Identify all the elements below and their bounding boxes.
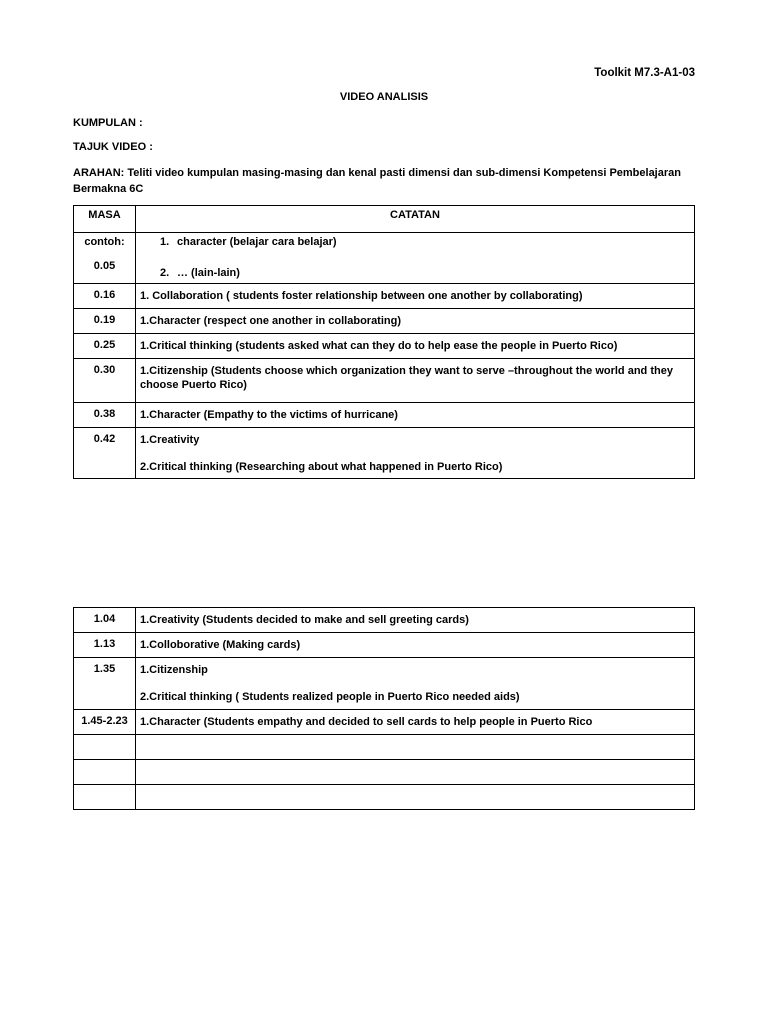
document-code: Toolkit M7.3-A1-03 bbox=[594, 67, 695, 79]
note-text: 2.Critical thinking (Researching about what happened in Puerto Rico) bbox=[140, 461, 503, 473]
notes-cell bbox=[136, 658, 695, 710]
example-item: 1. character (belajar cara belajar) bbox=[160, 236, 337, 248]
note-text: 1.Creativity bbox=[140, 434, 200, 446]
note-text: 1.Character (Empathy to the victims of hurricane) bbox=[140, 409, 398, 421]
notes-cell bbox=[136, 633, 695, 658]
table-row bbox=[74, 785, 695, 810]
table-row bbox=[74, 710, 695, 735]
notes-cell bbox=[136, 309, 695, 334]
notes-cell bbox=[136, 359, 695, 403]
notes-cell bbox=[136, 785, 695, 810]
example-notes-cell bbox=[136, 233, 695, 284]
time-cell: 1.35 bbox=[74, 658, 136, 710]
example-time-cell bbox=[74, 233, 136, 284]
table-row bbox=[74, 403, 695, 428]
analysis-table-2 bbox=[73, 607, 695, 810]
table-row bbox=[74, 633, 695, 658]
notes-cell bbox=[136, 608, 695, 633]
time-cell: 0.42 bbox=[74, 428, 136, 479]
table-row bbox=[74, 428, 695, 479]
time-cell bbox=[74, 760, 136, 785]
table-row bbox=[74, 760, 695, 785]
notes-cell bbox=[136, 735, 695, 760]
time-cell: 0.19 bbox=[74, 309, 136, 334]
video-title-label: TAJUK VIDEO : bbox=[73, 141, 153, 153]
note-text: 1. Collaboration ( students foster relationship between one another by collaborating) bbox=[140, 290, 583, 302]
table-row bbox=[74, 284, 695, 309]
note-text: 1.Character (Students empathy and decided to sell cards to help people in Puerto Rico bbox=[140, 716, 593, 728]
example-item: 2. … (lain-lain) bbox=[160, 267, 240, 279]
time-cell: 0.30 bbox=[74, 359, 136, 403]
note-text: 1.Creativity (Students decided to make and sell greeting cards) bbox=[140, 614, 469, 626]
time-cell: 1.04 bbox=[74, 608, 136, 633]
note-text: 1.Citizenship bbox=[140, 664, 208, 676]
table-row bbox=[74, 735, 695, 760]
example-time: 0.05 bbox=[93, 260, 116, 272]
analysis-table-1 bbox=[73, 205, 695, 479]
instruction-text: ARAHAN: Teliti video kumpulan masing-masing dan kenal pasti dimensi dan sub-dimensi Kompetensi Pembelajaran Bermakna 6C bbox=[73, 167, 681, 195]
table-header-row bbox=[74, 206, 695, 233]
table-row bbox=[74, 309, 695, 334]
document-title: VIDEO ANALISIS bbox=[339, 91, 429, 103]
table-row bbox=[74, 334, 695, 359]
time-cell: 0.16 bbox=[74, 284, 136, 309]
time-cell: 0.25 bbox=[74, 334, 136, 359]
time-cell: 1.45-2.23 bbox=[74, 710, 136, 735]
notes-cell bbox=[136, 284, 695, 309]
time-cell: 0.38 bbox=[74, 403, 136, 428]
time-cell bbox=[74, 785, 136, 810]
notes-cell bbox=[136, 710, 695, 735]
notes-cell bbox=[136, 428, 695, 479]
notes-cell bbox=[136, 334, 695, 359]
note-text: 1.Colloborative (Making cards) bbox=[140, 639, 301, 651]
example-label: contoh: bbox=[84, 236, 125, 248]
group-label: KUMPULAN : bbox=[73, 117, 143, 129]
note-text: 2.Critical thinking ( Students realized people in Puerto Rico needed aids) bbox=[140, 691, 520, 703]
note-text: 1.Critical thinking (students asked what can they do to help ease the people in Puerto Rico) bbox=[140, 340, 618, 352]
note-text: 1.Citizenship (Students choose which organization they want to serve –throughout the world and they choose Puerto Rico) bbox=[140, 365, 673, 391]
time-cell: 1.13 bbox=[74, 633, 136, 658]
note-text: 1.Character (respect one another in collaborating) bbox=[140, 315, 402, 327]
table-row bbox=[74, 658, 695, 710]
notes-cell bbox=[136, 760, 695, 785]
notes-cell bbox=[136, 403, 695, 428]
table-row bbox=[74, 608, 695, 633]
time-cell bbox=[74, 735, 136, 760]
example-row bbox=[74, 233, 695, 284]
header-notes: CATATAN bbox=[136, 206, 695, 233]
table-row bbox=[74, 359, 695, 403]
header-time: MASA bbox=[74, 206, 136, 233]
